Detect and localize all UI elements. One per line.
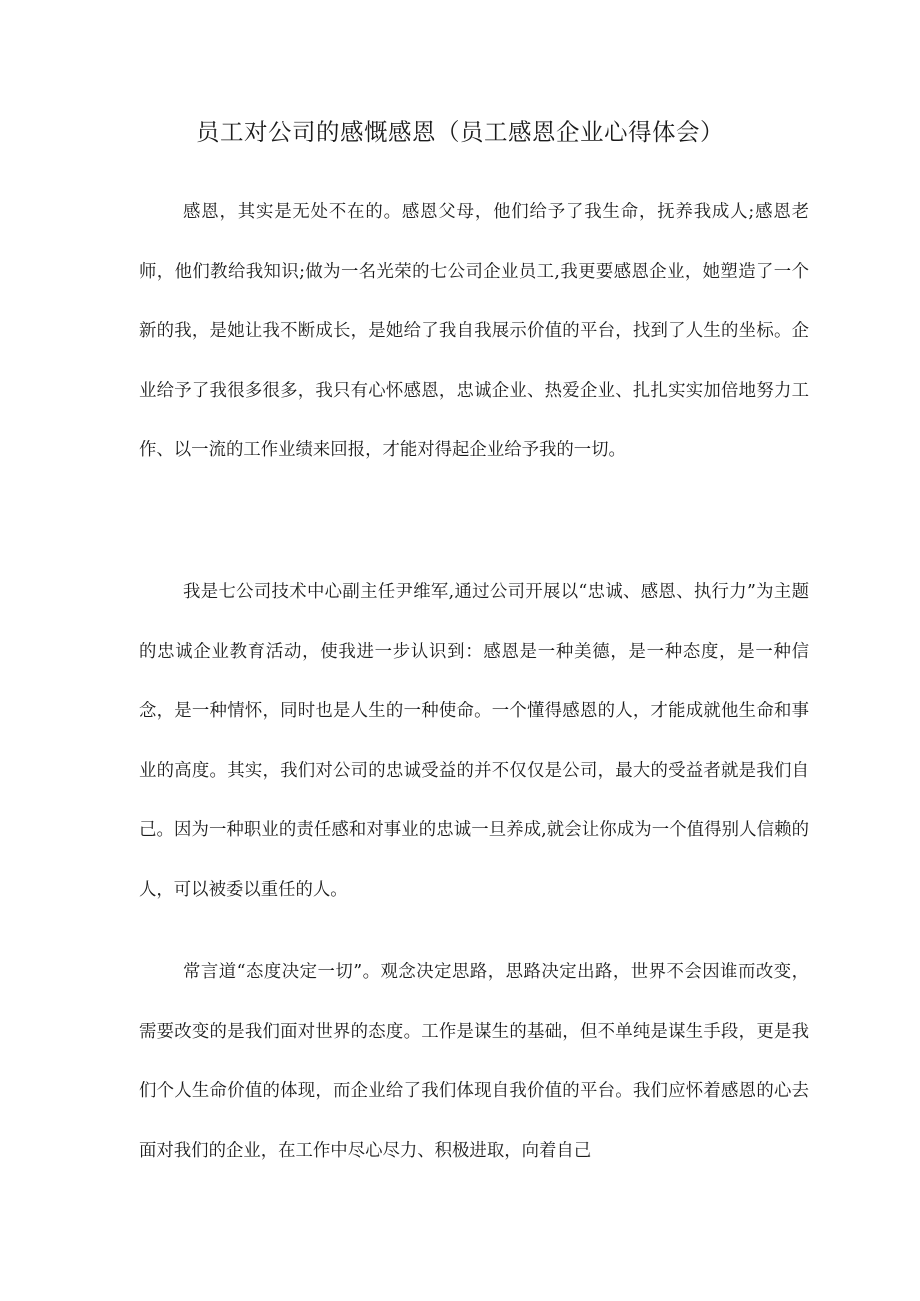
document-title: 员工对公司的感慨感恩（员工感恩企业心得体会） (196, 118, 724, 146)
paragraph-loyalty: 我是七公司技术中心副主任尹维军,通过公司开展以“忠诚、感恩、执行力”为主题的忠诚企业教育活动，使我进一步认识到：感恩是一种美德，是一种态度，是一种信念，是一种情怀，同时也是人生的一种使命。一个懂得感恩的人，才能成就他生命和事业的高度。其实，我们对公司的忠诚受益的并不仅仅是公司，最大的受益者就是我们自己。因为一种职业的责任感和对事业的忠诚一旦养成,就会让你成为一个值得别人信赖的人，可以被委以重任的人。 (139, 582, 809, 900)
paragraph-gratitude: 感恩，其实是无处不在的。感恩父母，他们给予了我生命，抚养我成人;感恩老师，他们教给我知识;做为一名光荣的七公司企业员工,我更要感恩企业，她塑造了一个新的我，是她让我不断成长，是她给了我自我展示价值的平台，找到了人生的坐标。企业给予了我很多很多，我只有心怀感恩，忠诚企业、热爱企业、扎扎实实加倍地努力工作、以一流的工作业绩来回报，才能对得起企业给予我的一切。 (139, 202, 809, 460)
paragraph-attitude: 常言道“态度决定一切”。观念决定思路，思路决定出路，世界不会因谁而改变，需要改变的是我们面对世界的态度。工作是谋生的基础，但不单纯是谋生手段，更是我们个人生命价值的体现，而企业给了我们体现自我价值的平台。我们应怀着感恩的心去面对我们的企业，在工作中尽心尽力、积极进取，向着自己 (139, 962, 809, 1161)
